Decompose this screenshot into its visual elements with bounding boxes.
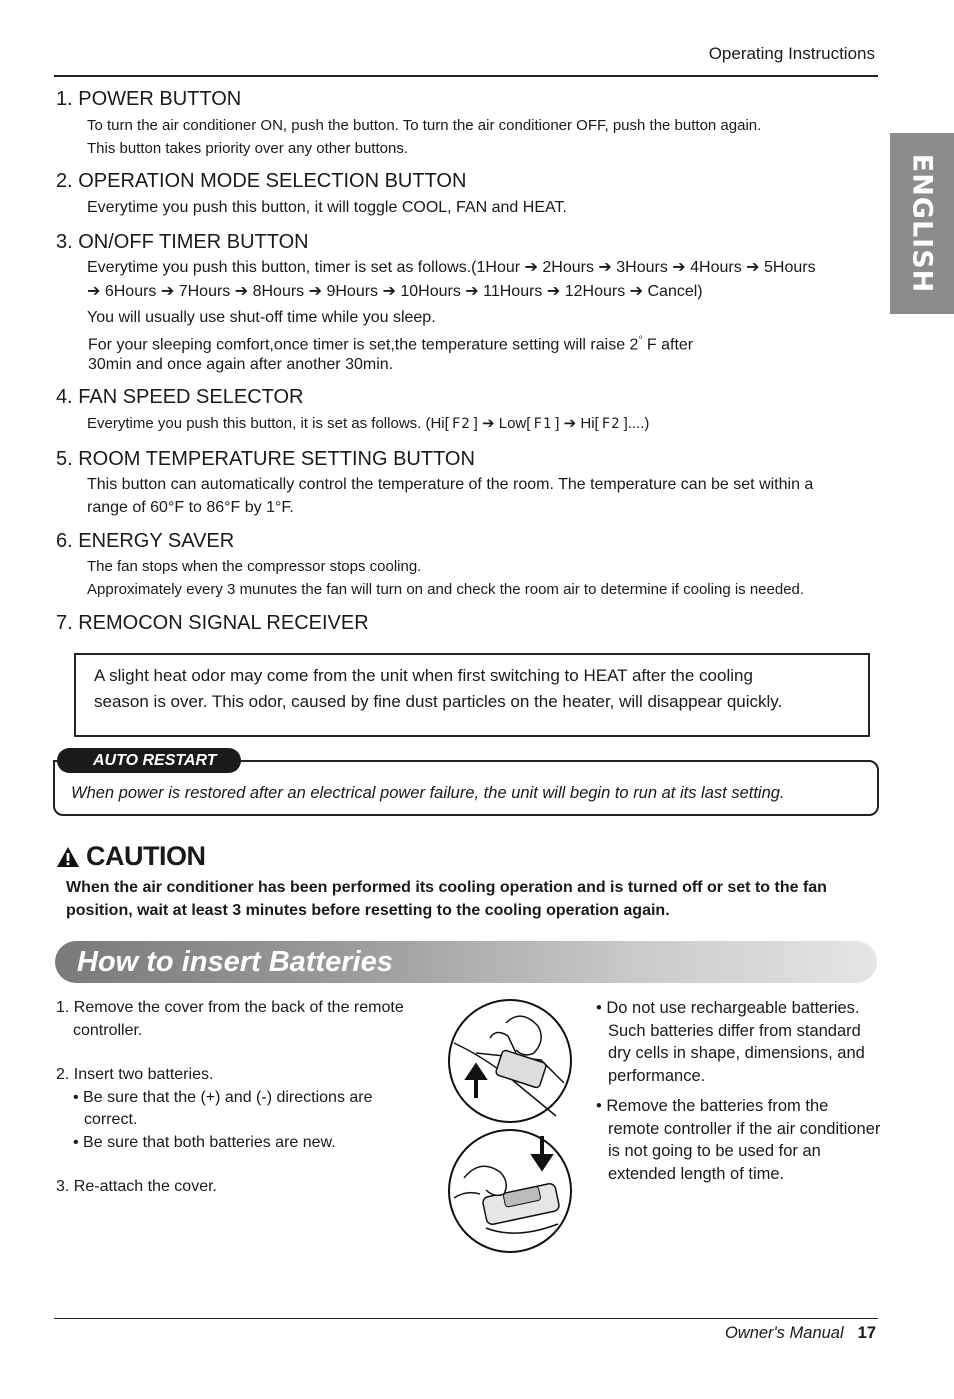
section-title-temperature: 5. ROOM TEMPERATURE SETTING BUTTON <box>56 448 475 470</box>
fan-text: ] ➔ Low[ <box>473 415 531 432</box>
fan-text: Everytime you push this button, it is set as follows. (Hi[ <box>87 415 449 432</box>
section-body-energy-saver <box>87 555 804 601</box>
section-body-mode <box>87 196 567 219</box>
running-header: Operating Instructions <box>708 44 875 63</box>
language-tab <box>890 133 954 314</box>
step-2-bullet: • Be sure that both batteries are new. <box>73 1133 336 1151</box>
caution-title: CAUTION <box>86 841 206 871</box>
insert-batteries-illustration <box>446 1128 574 1254</box>
lcd-code-low: F1 <box>533 416 553 432</box>
auto-restart-text: When power is restored after an electrical power failure, the unit will begin to run at its last setting. <box>71 784 785 802</box>
section-body-timer <box>87 256 816 330</box>
section-title-energy-saver: 6. ENERGY SAVER <box>56 530 235 552</box>
footer-rule <box>54 1318 878 1319</box>
battery-notes <box>596 997 881 1193</box>
caution-heading <box>56 841 206 872</box>
remove-cover-illustration <box>446 998 574 1124</box>
section-body-comfort <box>88 331 693 375</box>
step-2-bullet-cont: correct. <box>84 1111 138 1128</box>
comfort-line <box>88 331 693 355</box>
step-2-bullet: • Be sure that the (+) and (-) directions are <box>73 1088 373 1106</box>
body-line: This button takes priority over any other buttons. <box>87 140 408 157</box>
comfort-text: For your sleeping comfort,once timer is set,the temperature setting will raise 2 <box>88 336 639 354</box>
fan-text: ] ➔ Hi[ <box>555 415 599 432</box>
battery-note: • Remove the batteries from the remote controller if the air conditioner is not going to be used for an extended length of time. <box>596 1097 881 1183</box>
section-title-receiver: 7. REMOCON SIGNAL RECEIVER <box>56 612 369 634</box>
section-title-mode: 2. OPERATION MODE SELECTION BUTTON <box>56 170 467 192</box>
step-1: 1. Remove the cover from the back of the remote <box>56 999 404 1016</box>
body-line: You will usually use shut-off time while you sleep. <box>87 309 436 326</box>
section-body-temperature <box>87 473 813 519</box>
auto-restart-label: AUTO RESTART <box>57 748 241 773</box>
battery-steps <box>56 997 431 1199</box>
batteries-title: How to insert Batteries <box>77 946 393 978</box>
step-1-cont: controller. <box>73 1021 143 1039</box>
section-title-timer: 3. ON/OFF TIMER BUTTON <box>56 231 309 253</box>
caution-line: position, wait at least 3 minutes before resetting to the cooling operation again. <box>66 902 670 919</box>
body-line: Everytime you push this button, timer is set as follows.(1Hour ➔ 2Hours ➔ 3Hours ➔ 4Hours ➔ 5Hours <box>87 259 816 276</box>
language-tab-label: ENGLISH <box>906 153 938 294</box>
body-line: This button can automatically control the temperature of the room. The temperature can be set within a <box>87 476 814 493</box>
body-line: range of 60°F to 86°F by 1°F. <box>87 499 294 516</box>
warning-triangle-icon <box>56 846 80 868</box>
caution-line: When the air conditioner has been performed its cooling operation and is turned off or set to the fan <box>66 879 827 896</box>
header-rule <box>54 75 878 77</box>
comfort-text: F after <box>642 336 694 354</box>
note-line: season is over. This odor, caused by fine dust particles on the heater, will disappear quickly. <box>94 692 783 711</box>
step-3: 3. Re-attach the cover. <box>56 1178 217 1195</box>
degree-sup: ° <box>638 335 643 346</box>
body-line: Approximately every 3 munutes the fan will turn on and check the room air to determine if cooling is needed. <box>87 581 805 598</box>
comfort-line: 30min and once again after another 30min. <box>88 356 394 374</box>
section-body-fan <box>87 412 649 436</box>
page-number: 17 <box>857 1324 876 1342</box>
body-line: Everytime you push this button, it will toggle COOL, FAN and HEAT. <box>87 199 567 216</box>
step-2: 2. Insert two batteries. <box>56 1066 214 1083</box>
body-line: The fan stops when the compressor stops cooling. <box>87 558 422 575</box>
caution-text <box>66 876 856 922</box>
footer-label: Owner's Manual <box>724 1324 844 1342</box>
page-footer <box>725 1324 876 1343</box>
lcd-code-hi: F2 <box>451 416 471 432</box>
fan-text: ]....) <box>623 415 650 432</box>
section-title-fan: 4. FAN SPEED SELECTOR <box>56 386 304 408</box>
lcd-code-hi: F2 <box>601 416 621 432</box>
note-line: A slight heat odor may come from the unit when first switching to HEAT after the cooling <box>94 666 753 685</box>
body-line: ➔ 6Hours ➔ 7Hours ➔ 8Hours ➔ 9Hours ➔ 10Hours ➔ 11Hours ➔ 12Hours ➔ Cancel) <box>87 283 703 300</box>
heat-odor-note <box>74 653 870 737</box>
battery-note: • Do not use rechargeable batteries. Such batteries differ from standard dry cells in shape, dimensions, and performance. <box>596 999 865 1085</box>
body-line: To turn the air conditioner ON, push the button. To turn the air conditioner OFF, push the button again. <box>87 117 762 134</box>
section-body-power <box>87 114 761 160</box>
section-title-power: 1. POWER BUTTON <box>56 88 242 110</box>
